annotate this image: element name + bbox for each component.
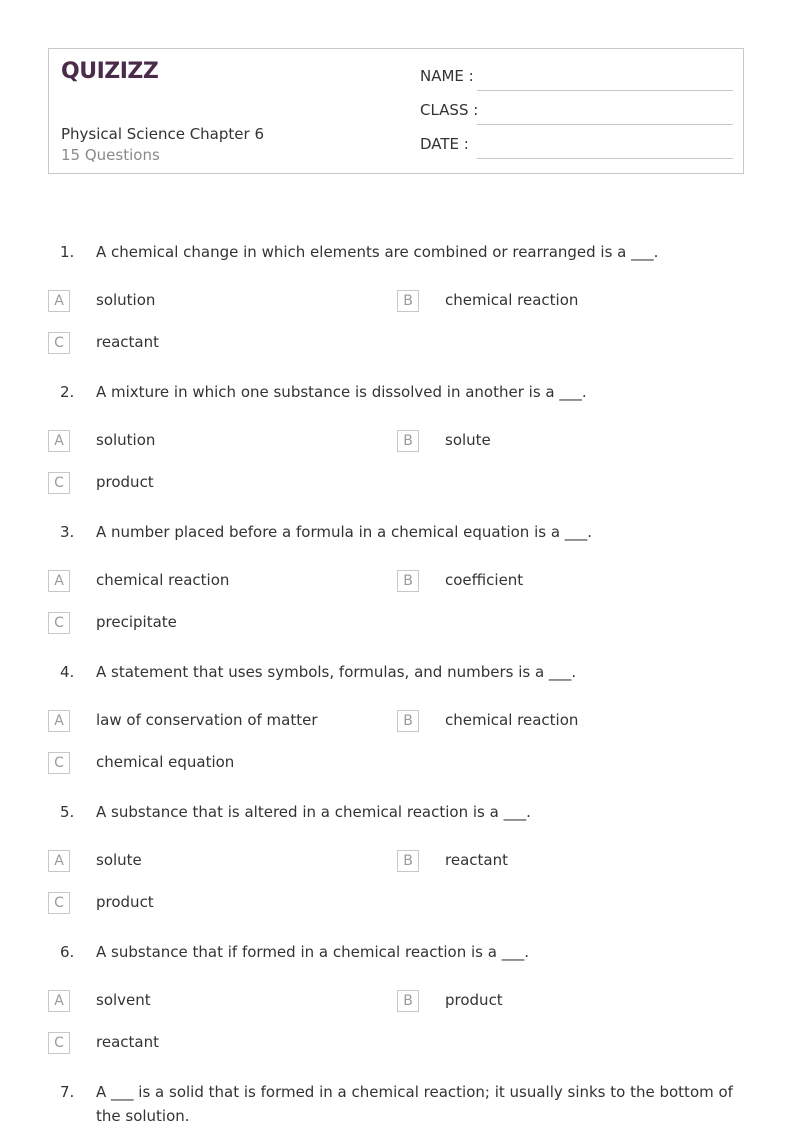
- option-text: precipitate: [96, 613, 177, 631]
- option-3a[interactable]: [48, 570, 368, 594]
- option-text: solution: [96, 291, 156, 309]
- option-text: reactant: [96, 1033, 159, 1051]
- option-3c[interactable]: [48, 612, 368, 636]
- option-letter-box: C: [48, 892, 70, 914]
- option-letter-box: A: [48, 430, 70, 452]
- option-6c[interactable]: [48, 1032, 368, 1056]
- class-label: CLASS :: [420, 101, 479, 119]
- option-5b[interactable]: [397, 850, 717, 874]
- option-4b[interactable]: [397, 710, 717, 734]
- name-field[interactable]: [420, 67, 733, 91]
- option-text: reactant: [445, 851, 508, 869]
- date-line[interactable]: [477, 158, 733, 159]
- option-letter-box: A: [48, 850, 70, 872]
- option-1a[interactable]: [48, 290, 368, 314]
- option-text: chemical reaction: [445, 711, 579, 729]
- question-number: 6.: [60, 943, 75, 961]
- question-number: 5.: [60, 803, 75, 821]
- option-2a[interactable]: [48, 430, 368, 454]
- class-line[interactable]: [477, 124, 733, 125]
- option-text: solute: [445, 431, 491, 449]
- date-field[interactable]: [420, 135, 733, 159]
- option-1b[interactable]: [397, 290, 717, 314]
- option-text: coefficient: [445, 571, 524, 589]
- option-6a[interactable]: [48, 990, 368, 1014]
- date-label: DATE :: [420, 135, 469, 153]
- question-text: A chemical change in which elements are combined or rearranged is a ___.: [96, 243, 659, 261]
- class-field[interactable]: [420, 101, 733, 125]
- option-letter-box: B: [397, 850, 419, 872]
- option-5c[interactable]: [48, 892, 368, 916]
- option-letter-box: A: [48, 710, 70, 732]
- option-2c[interactable]: [48, 472, 368, 496]
- question-number: 4.: [60, 663, 75, 681]
- option-letter-box: A: [48, 990, 70, 1012]
- option-letter-box: B: [397, 990, 419, 1012]
- option-text: solute: [96, 851, 142, 869]
- option-text: product: [96, 893, 154, 911]
- option-letter-box: B: [397, 430, 419, 452]
- option-5a[interactable]: [48, 850, 368, 874]
- option-2b[interactable]: [397, 430, 717, 454]
- option-letter-box: A: [48, 570, 70, 592]
- quizizz-logo: QUIZIZZ: [61, 59, 159, 84]
- option-text: solvent: [96, 991, 151, 1009]
- option-4c[interactable]: [48, 752, 368, 776]
- option-letter-box: C: [48, 752, 70, 774]
- question-count: 15 Questions: [61, 146, 160, 164]
- option-letter-box: B: [397, 290, 419, 312]
- option-letter-box: A: [48, 290, 70, 312]
- option-text: chemical equation: [96, 753, 235, 771]
- option-letter-box: C: [48, 332, 70, 354]
- option-text: reactant: [96, 333, 159, 351]
- option-text: solution: [96, 431, 156, 449]
- question-text: A mixture in which one substance is dissolved in another is a ___.: [96, 383, 587, 401]
- option-4a[interactable]: [48, 710, 368, 734]
- option-letter-box: C: [48, 472, 70, 494]
- question-text: A substance that if formed in a chemical reaction is a ___.: [96, 943, 529, 961]
- question-number: 2.: [60, 383, 75, 401]
- question-number: 7.: [60, 1083, 75, 1101]
- option-letter-box: B: [397, 570, 419, 592]
- quiz-title: Physical Science Chapter 6: [61, 125, 264, 143]
- option-3b[interactable]: [397, 570, 717, 594]
- question-number: 3.: [60, 523, 75, 541]
- option-letter-box: C: [48, 612, 70, 634]
- option-text: law of conservation of matter: [96, 711, 318, 729]
- option-text: chemical reaction: [96, 571, 230, 589]
- question-text: A number placed before a formula in a chemical equation is a ___.: [96, 523, 593, 541]
- option-text: chemical reaction: [445, 291, 579, 309]
- question-number: 1.: [60, 243, 75, 261]
- option-text: product: [445, 991, 503, 1009]
- name-label: NAME :: [420, 67, 474, 85]
- question-text: A ___ is a solid that is formed in a chemical reaction; it usually sinks to the bottom of the solution.: [96, 1083, 733, 1125]
- option-letter-box: C: [48, 1032, 70, 1054]
- question-text: A statement that uses symbols, formulas, and numbers is a ___.: [96, 663, 577, 681]
- option-6b[interactable]: [397, 990, 717, 1014]
- option-letter-box: B: [397, 710, 419, 732]
- name-line[interactable]: [477, 90, 733, 91]
- option-1c[interactable]: [48, 332, 368, 356]
- worksheet-header: [48, 48, 744, 174]
- question-text: A substance that is altered in a chemical reaction is a ___.: [96, 803, 531, 821]
- option-text: product: [96, 473, 154, 491]
